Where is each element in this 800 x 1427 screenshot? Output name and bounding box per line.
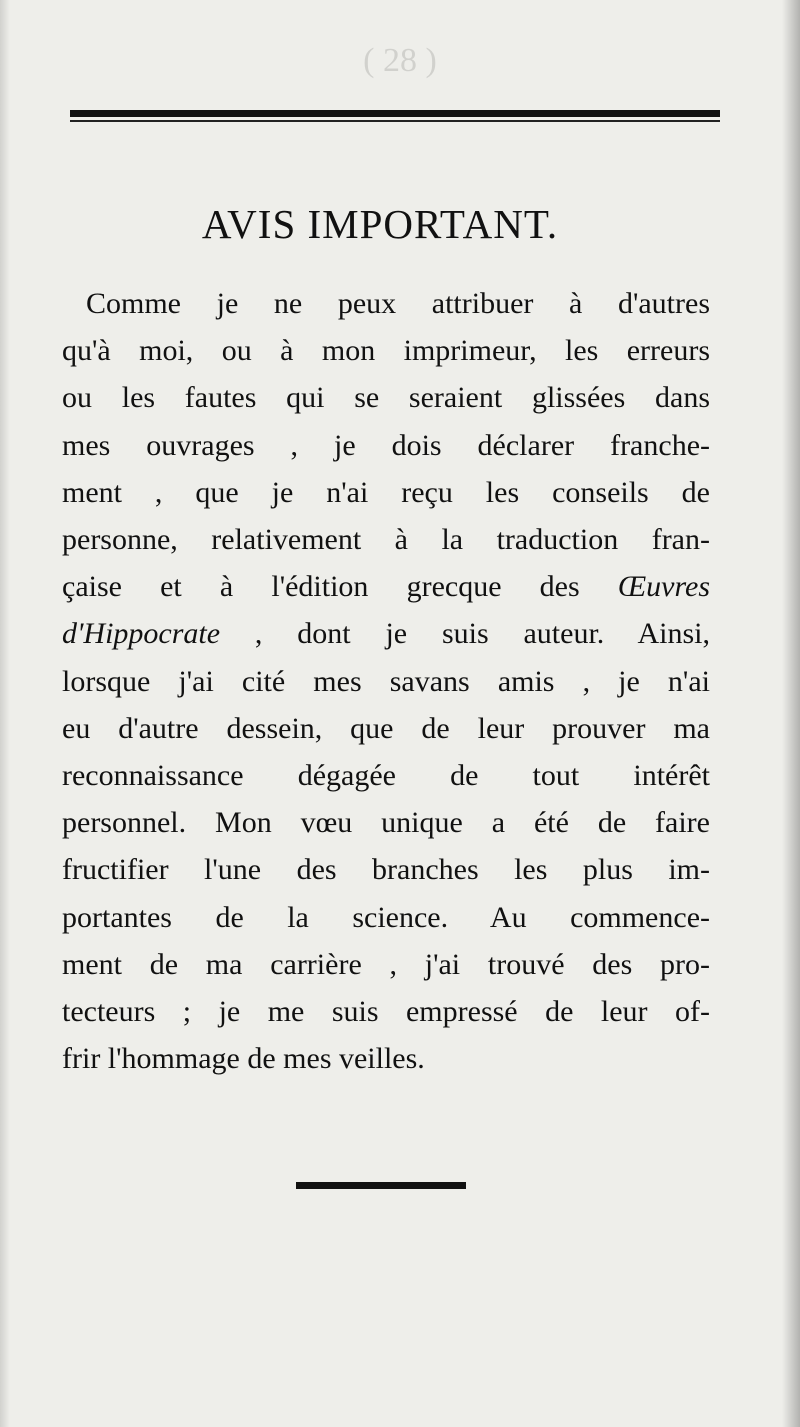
text-line: portantes de la science. Au commence- <box>62 900 710 934</box>
text-line-segment: çaise et à l'édition grecque des <box>62 570 618 604</box>
text-line: personnel. Mon vœu unique a été de faire <box>62 806 710 840</box>
text-line: ment , que je n'ai reçu les conseils de <box>62 475 710 509</box>
text-line: lorsque j'ai cité mes savans amis , je n'ai <box>62 664 710 698</box>
text-line: frir l'hommage de mes veilles. <box>62 1042 425 1076</box>
text-line: ment de ma carrière , j'ai trouvé des pro- <box>62 947 710 981</box>
italic-title: d'Hippocrate <box>62 617 221 651</box>
text-line: mes ouvrages , je dois déclarer franche- <box>62 428 710 462</box>
top-rule-thin <box>70 120 720 122</box>
top-double-rule <box>70 110 720 124</box>
top-rule-thick <box>70 110 720 117</box>
italic-title: Œuvres <box>617 570 710 604</box>
text-line: eu d'autre dessein, que de leur prouver ma <box>62 711 710 745</box>
bottom-rule <box>296 1182 466 1189</box>
text-line: qu'à moi, ou à mon imprimeur, les erreurs <box>62 334 710 368</box>
page-edge-right <box>782 0 800 1427</box>
text-line-segment: , dont je suis auteur. Ainsi, <box>220 617 710 651</box>
notice-body <box>62 280 710 1082</box>
text-line: personne, relativement à la traduction fran- <box>62 523 710 557</box>
text-line: Comme je ne peux attribuer à d'autres <box>86 287 710 320</box>
text-line <box>62 563 710 610</box>
page-number: ( 28 ) <box>363 42 437 79</box>
text-line <box>62 610 710 657</box>
text-line: tecteurs ; je me suis empressé de leur of- <box>62 995 710 1029</box>
notice-heading: AVIS IMPORTANT. <box>201 201 559 247</box>
text-line: ou les fautes qui se seraient glissées dans <box>62 381 710 415</box>
text-line: fructifier l'une des branches les plus im- <box>62 853 710 887</box>
text-line: reconnaissance dégagée de tout intérêt <box>62 759 710 793</box>
